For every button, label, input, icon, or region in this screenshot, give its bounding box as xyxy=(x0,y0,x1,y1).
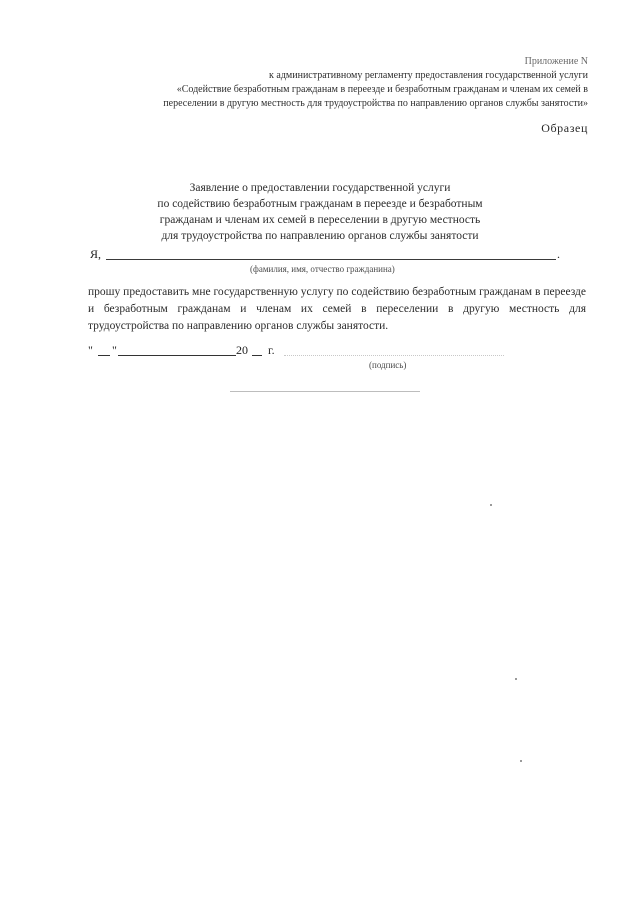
year-suffix: г. xyxy=(268,343,275,357)
sample-label: Образец xyxy=(541,121,588,135)
applicant-end-mark: . xyxy=(557,247,560,261)
year-prefix: 20 xyxy=(236,343,248,357)
date-close-quote: " xyxy=(112,343,117,357)
scan-speck xyxy=(490,504,492,506)
day-field[interactable] xyxy=(98,355,110,356)
appendix-header xyxy=(68,55,588,111)
divider xyxy=(230,391,420,392)
title-line: гражданам и членам их семей в переселении в другую местность xyxy=(159,214,481,226)
title-line: Заявление о предоставлении государственной услуги xyxy=(189,182,451,194)
signature-caption: (подпись) xyxy=(369,360,407,370)
applicant-prefix: Я, xyxy=(90,247,102,261)
signature-field[interactable] xyxy=(284,355,504,356)
year-field[interactable] xyxy=(252,355,262,356)
request-paragraph: прошу предоставить мне государственную услугу по содействию безработным гражданам в переезде и безработным гражданам и членам их семей в переселении в другую местность для трудоустройства по направлению органов службы занятости. xyxy=(88,286,586,332)
appendix-service-name-2: переселении в другую местность для трудоустройства по направлению органов службы занятости» xyxy=(163,98,588,109)
month-field[interactable] xyxy=(118,355,236,356)
scan-speck xyxy=(520,760,522,762)
scan-speck xyxy=(515,678,517,680)
date-line xyxy=(88,343,508,359)
appendix-number: Приложение N xyxy=(524,56,588,67)
applicant-name-line xyxy=(90,247,560,263)
date-open-quote: " xyxy=(88,343,93,357)
appendix-regulation-ref: к административному регламенту предоставления государственной услуги xyxy=(269,70,588,81)
appendix-service-name-1: «Содействие безработным гражданам в переезде и безработным гражданам и членам их семей в xyxy=(176,84,588,95)
title-line: для трудоустройства по направлению органов службы занятости xyxy=(161,230,479,242)
applicant-name-field[interactable] xyxy=(106,259,556,260)
document-title xyxy=(120,180,520,244)
title-line: по содействию безработным гражданам в переезде и безработным xyxy=(157,198,483,210)
applicant-name-caption: (фамилия, имя, отчество гражданина) xyxy=(250,264,395,274)
